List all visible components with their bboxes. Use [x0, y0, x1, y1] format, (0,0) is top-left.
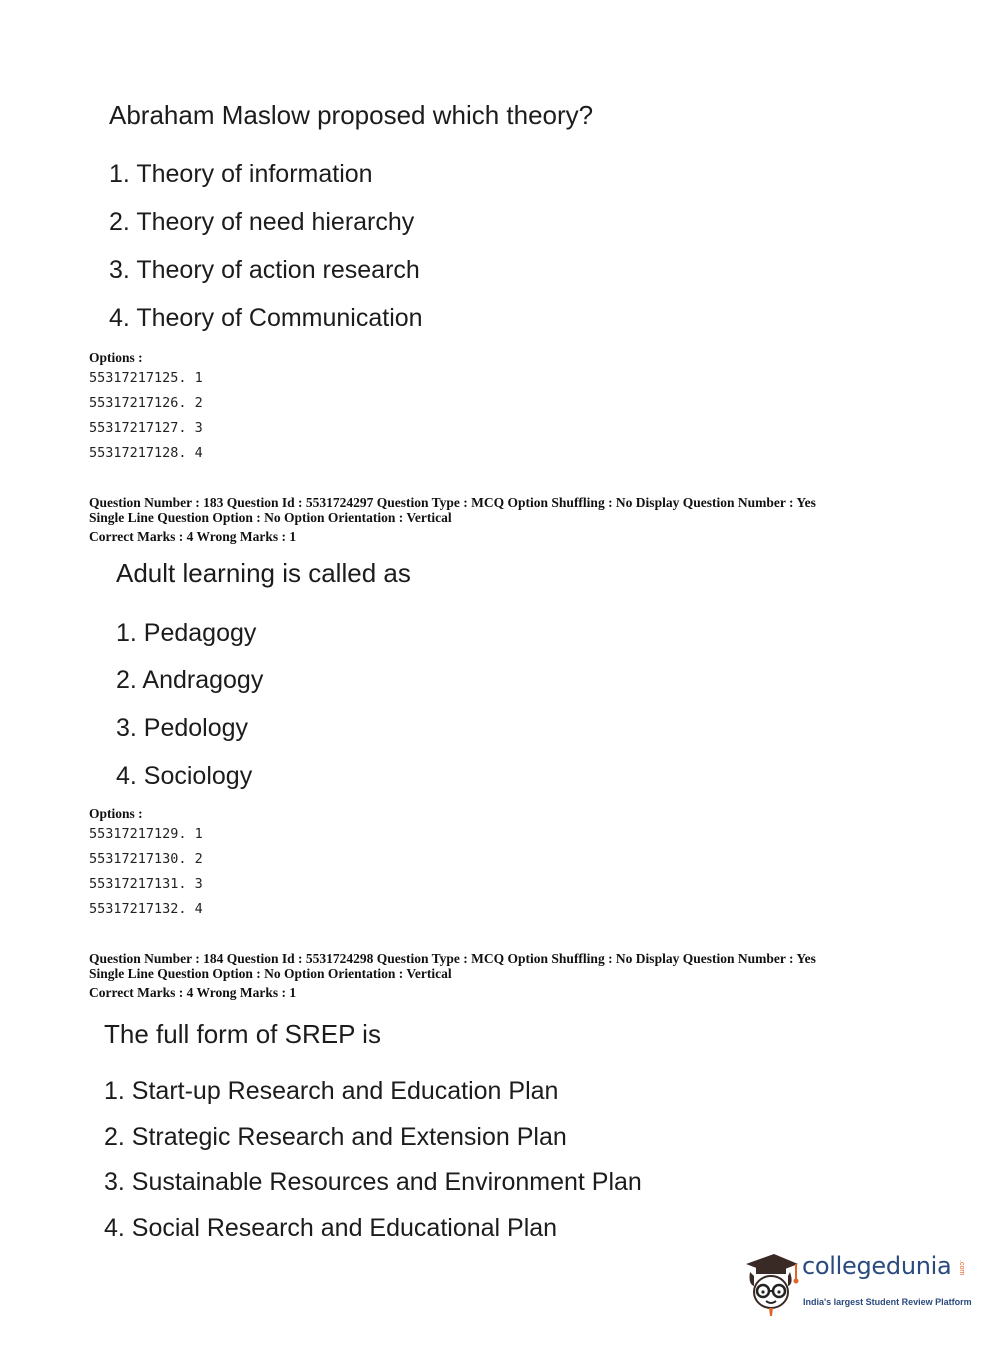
question-marks: Correct Marks : 4 Wrong Marks : 1 [89, 985, 297, 1000]
option-id: 55317217130. 2 [89, 851, 203, 867]
question-meta: Single Line Question Option : No Option Orientation : Vertical [89, 510, 452, 525]
answer-choice: 2. Theory of need hierarchy [109, 208, 415, 236]
answer-choice: 3. Pedology [116, 714, 249, 742]
answer-choice: 2. Andragogy [116, 666, 264, 694]
option-id: 55317217127. 3 [89, 420, 203, 436]
answer-choice: 4. Social Research and Educational Plan [104, 1214, 558, 1242]
answer-choice: 1. Theory of information [109, 160, 373, 188]
logo-wordmark: collegedunia [802, 1252, 952, 1280]
answer-choice: 3. Theory of action research [109, 256, 420, 284]
option-id: 55317217128. 4 [89, 445, 203, 461]
question-text: The full form of SREP is [104, 1019, 381, 1049]
question-meta: Single Line Question Option : No Option Orientation : Vertical [89, 966, 452, 981]
collegedunia-logo [740, 1250, 970, 1320]
option-id: 55317217129. 1 [89, 826, 203, 842]
options-label: Options : [89, 350, 143, 365]
answer-choice: 1. Start-up Research and Education Plan [104, 1077, 559, 1105]
question-meta: Question Number : 183 Question Id : 5531724297 Question Type : MCQ Option Shuffling : No Display Question Number : Yes [89, 495, 816, 510]
option-id: 55317217126. 2 [89, 395, 203, 411]
question-meta: Question Number : 184 Question Id : 5531724298 Question Type : MCQ Option Shuffling : No Display Question Number : Yes [89, 951, 816, 966]
question-text: Abraham Maslow proposed which theory? [109, 100, 594, 130]
options-label: Options : [89, 806, 143, 821]
answer-choice: 3. Sustainable Resources and Environment Plan [104, 1168, 642, 1196]
option-id: 55317217131. 3 [89, 876, 203, 892]
answer-choice: 4. Sociology [116, 762, 253, 790]
answer-choice: 1. Pedagogy [116, 619, 257, 647]
mascot-icon [740, 1250, 800, 1316]
logo-tagline: India's largest Student Review Platform [803, 1297, 972, 1307]
logo-domain: .com [958, 1260, 965, 1276]
question-text: Adult learning is called as [116, 558, 411, 588]
question-marks: Correct Marks : 4 Wrong Marks : 1 [89, 529, 297, 544]
option-id: 55317217132. 4 [89, 901, 203, 917]
answer-choice: 2. Strategic Research and Extension Plan [104, 1123, 567, 1151]
answer-choice: 4. Theory of Communication [109, 304, 423, 332]
option-id: 55317217125. 1 [89, 370, 203, 386]
